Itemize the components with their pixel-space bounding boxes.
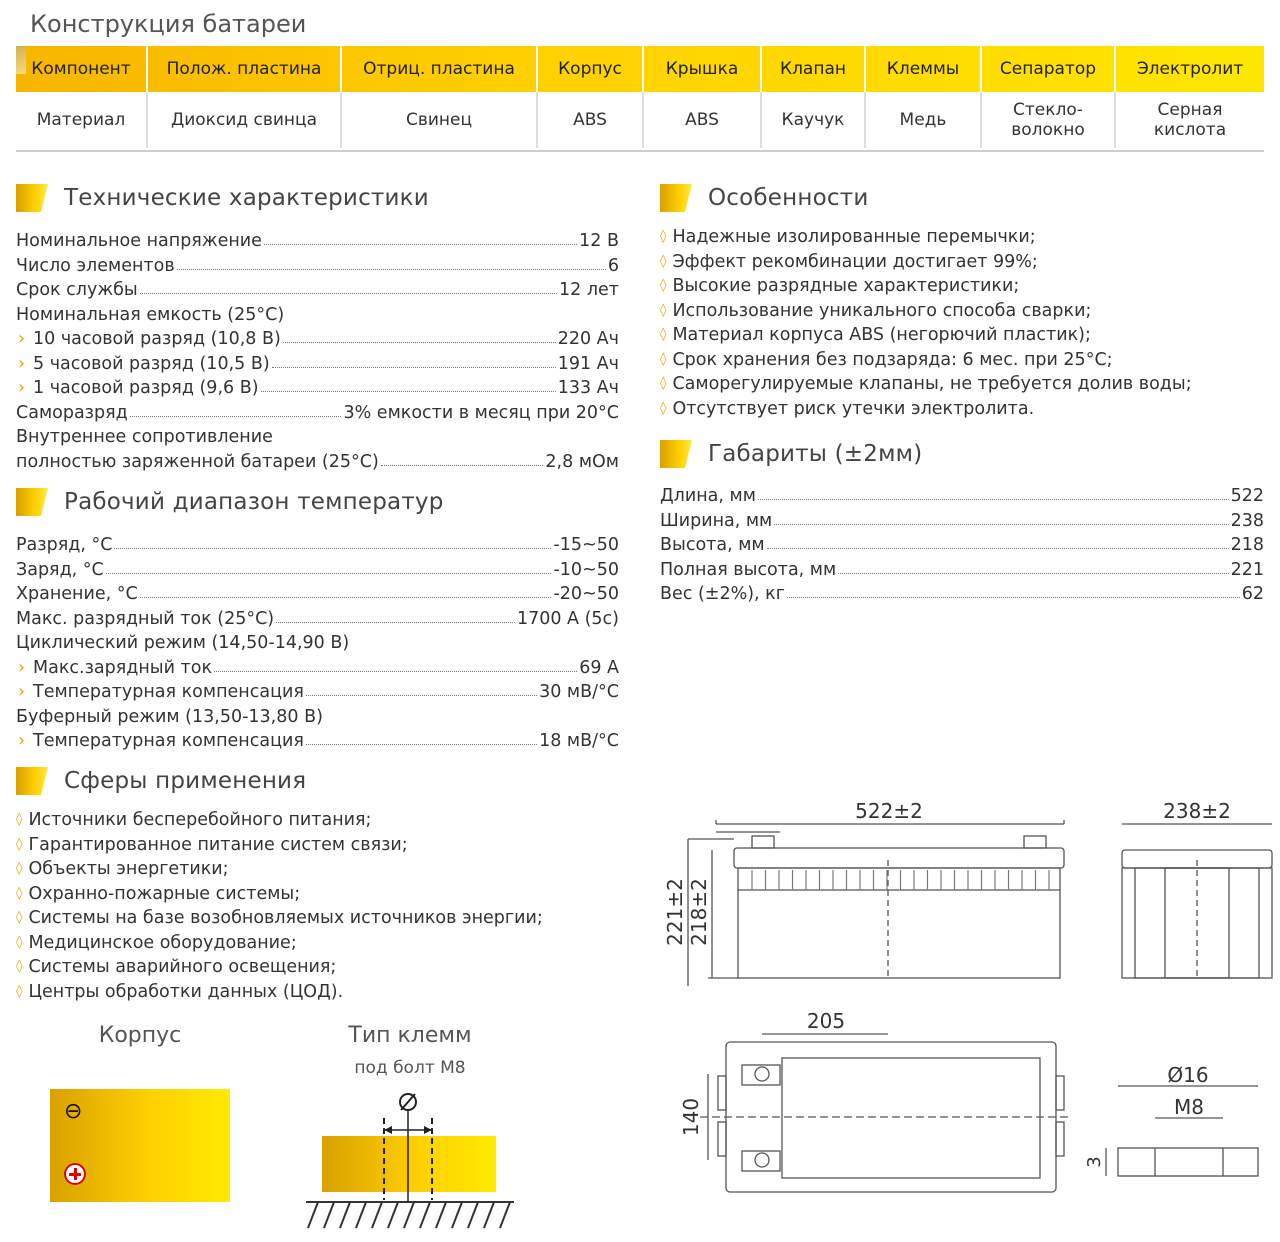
case-illustration — [50, 1089, 230, 1202]
list-item-text: Системы на базе возобновляемых источников энергии; — [28, 908, 543, 928]
diamond-bullet-icon: ◊ — [660, 327, 667, 342]
spec-row — [660, 556, 1264, 580]
material-text: Диоксид свинца — [170, 110, 318, 130]
diamond-bullet-icon: ◊ — [16, 885, 23, 901]
spec-row — [16, 448, 619, 472]
dotted-leader — [283, 342, 556, 343]
dotted-leader — [306, 695, 537, 696]
spec-value: 3% емкости в месяц при 20°С — [343, 402, 619, 423]
list-item-text: Медицинское оборудование; — [28, 932, 297, 953]
spec-row — [16, 703, 619, 727]
list-item-text: Объекты энергетики; — [28, 859, 229, 879]
construction-header-cell: Корпус — [538, 46, 644, 92]
section-marker-icon — [660, 440, 692, 468]
chevron-right-icon: › — [18, 657, 25, 678]
construction-material-row — [16, 92, 1264, 152]
list-item-text: Эффект рекомбинации достигает 99%; — [672, 251, 1038, 272]
diamond-bullet-icon: ◊ — [660, 302, 667, 318]
spec-row — [660, 507, 1264, 531]
list-item-text: Отсутствует риск утечки электролита. — [672, 398, 1035, 419]
list-item — [660, 276, 1019, 300]
spec-label: Полная высота, мм — [660, 559, 837, 580]
spec-value: -20~50 — [553, 584, 619, 604]
list-item — [16, 859, 229, 883]
terminal-subtitle: под болт М8 — [354, 1058, 466, 1078]
spec-row — [16, 556, 619, 580]
dotted-leader — [114, 548, 551, 549]
material-cell — [342, 92, 538, 148]
material-cell — [762, 92, 866, 148]
terminal-spacing-label: 205 — [806, 1009, 846, 1033]
spec-row — [16, 276, 619, 300]
spec-label: Заряд, °С — [16, 559, 104, 580]
chevron-right-icon: › — [18, 329, 25, 349]
spec-label: Срок службы — [16, 280, 138, 300]
construction-table — [16, 46, 1264, 152]
construction-header-cell: Клапан — [762, 46, 866, 92]
dotted-leader — [787, 597, 1240, 598]
construction-header-row — [16, 46, 1264, 92]
spec-value: 69 А — [579, 657, 619, 678]
chevron-right-icon: › — [18, 378, 25, 398]
list-item — [660, 325, 1091, 349]
spec-row — [16, 350, 619, 374]
terminal-illustration — [300, 1090, 520, 1232]
spec-label: 10 часовой разряд (10,8 В) — [33, 329, 281, 349]
diameter-label: Ø16 — [1167, 1063, 1209, 1087]
spec-label: Число элементов — [16, 255, 175, 276]
spec-value: 522 — [1230, 486, 1264, 506]
spec-value: 133 Ач — [557, 378, 619, 398]
dotted-leader — [261, 391, 556, 392]
list-item — [16, 884, 300, 908]
spec-value: 191 Ач — [557, 353, 619, 374]
spec-value: 30 мВ/°С — [539, 682, 619, 702]
list-item-text: Системы аварийного освещения; — [28, 957, 337, 977]
spec-value: 2,8 мОм — [545, 451, 619, 472]
construction-header-cell: Полож. пластина — [148, 46, 342, 92]
construction-header-cell: Компонент — [16, 46, 148, 92]
material-text: ABS — [573, 110, 607, 130]
material-cell — [1116, 92, 1264, 148]
spec-value: -10~50 — [553, 559, 619, 580]
list-item-text: Высокие разрядные характеристики; — [672, 276, 1020, 296]
thickness-label: 3 — [1084, 1156, 1105, 1168]
diamond-bullet-icon: ◊ — [16, 861, 23, 876]
spec-row — [16, 374, 619, 398]
spec-row — [16, 325, 619, 349]
list-item — [16, 957, 336, 981]
spec-row — [16, 227, 619, 251]
list-item — [16, 810, 371, 834]
diamond-bullet-icon: ◊ — [660, 400, 667, 416]
spec-row — [16, 605, 619, 629]
spec-value: 12 лет — [559, 280, 619, 300]
dotted-leader — [214, 671, 577, 672]
dotted-leader — [774, 524, 1228, 525]
spec-value: -15~50 — [553, 535, 619, 555]
spheres-title: Сферы применения — [64, 768, 307, 794]
list-item — [16, 933, 297, 957]
list-item-text: Охранно-пожарные системы; — [28, 883, 301, 904]
spec-value: 1700 А (5с) — [516, 608, 619, 629]
list-item — [660, 227, 1036, 251]
dims-title: Габариты (±2мм) — [708, 441, 923, 467]
spec-label: 5 часовой разряд (10,5 В) — [33, 353, 270, 374]
dotted-leader — [106, 573, 552, 574]
case-title: Корпус — [98, 1023, 182, 1048]
spec-label: Номинальная емкость (25°С) — [16, 304, 285, 325]
spec-label: Макс. разрядный ток (25°С) — [16, 608, 275, 629]
material-label: Материал — [16, 92, 148, 148]
spec-row — [660, 580, 1264, 604]
spec-value: 18 мВ/°С — [539, 731, 619, 751]
material-cell — [644, 92, 762, 148]
dotted-leader — [306, 744, 537, 745]
features-title: Особенности — [708, 185, 869, 211]
spec-row — [16, 727, 619, 751]
material-text: Стекло- — [1013, 100, 1083, 120]
length-dimension-label: 522±2 — [855, 799, 923, 823]
spec-row — [16, 531, 619, 555]
list-item-text: Саморегулируемые клапаны, не требуется долив воды; — [672, 374, 1192, 394]
width-dimension-label: 238±2 — [1163, 799, 1231, 823]
section-marker-icon — [16, 488, 48, 516]
negative-terminal-icon: ⊖ — [64, 1099, 83, 1124]
diamond-bullet-icon: ◊ — [660, 376, 667, 391]
construction-header-cell: Электролит — [1136, 59, 1244, 79]
construction-header-cell: Клеммы — [866, 46, 982, 92]
dotted-leader — [381, 465, 544, 466]
section-marker-icon — [660, 184, 692, 212]
dotted-leader — [140, 597, 552, 598]
temp-section-header — [16, 488, 444, 516]
construction-header-cell: Сепаратор — [982, 46, 1116, 92]
bolt-label: М8 — [1174, 1095, 1204, 1119]
list-item — [660, 350, 1113, 374]
construction-header-cell: Отриц. пластина — [342, 46, 538, 92]
spec-label: Саморазряд — [16, 402, 128, 423]
dotted-leader — [177, 269, 606, 270]
spec-label: Температурная компенсация — [33, 682, 304, 702]
spec-value: 12 В — [579, 231, 619, 251]
dotted-leader — [272, 367, 556, 368]
dotted-leader — [758, 499, 1229, 500]
list-item-text: Центры обработки данных (ЦОД). — [28, 981, 344, 1002]
list-item — [660, 301, 1091, 325]
spec-row — [16, 629, 619, 653]
spec-row — [16, 580, 619, 604]
list-item — [660, 252, 1038, 276]
spec-label: Номинальное напряжение — [16, 231, 262, 251]
terminal-offset-label: 140 — [679, 1097, 703, 1137]
spec-label: Вес (±2%), кг — [660, 584, 785, 604]
spheres-section-header — [16, 767, 306, 795]
features-section-header — [660, 184, 869, 212]
chevron-right-icon: › — [18, 353, 25, 374]
list-item-text: Гарантированное питание систем связи; — [28, 834, 408, 855]
material-text: Серная — [1157, 100, 1223, 120]
spec-label: Буферный режим (13,50-13,80 В) — [16, 706, 323, 727]
diamond-bullet-icon: ◊ — [16, 934, 23, 950]
list-item-text: Материал корпуса ABS (негорючий пластик); — [672, 325, 1091, 345]
list-item — [660, 374, 1192, 398]
construction-header-cell: Крышка — [644, 46, 762, 92]
dotted-leader — [140, 293, 557, 294]
page-title: Конструкция батареи — [30, 10, 307, 38]
chevron-right-icon: › — [18, 682, 25, 702]
spec-label: Температурная компенсация — [33, 731, 304, 751]
list-item — [16, 908, 543, 932]
spec-value: 220 Ач — [557, 329, 619, 349]
spec-value: 221 — [1230, 559, 1264, 580]
spec-row — [16, 399, 619, 423]
diamond-bullet-icon: ◊ — [16, 959, 23, 974]
section-marker-icon — [16, 184, 48, 212]
spec-row — [16, 678, 619, 702]
dotted-leader — [276, 622, 515, 623]
list-item — [16, 982, 343, 1006]
list-item-text: Срок хранения без подзаряда: 6 мес. при 25°С; — [672, 349, 1113, 370]
diamond-bullet-icon: ◊ — [16, 983, 23, 999]
material-text: волокно — [1011, 120, 1085, 140]
spec-label: Длина, мм — [660, 486, 756, 506]
material-text: кислота — [1153, 120, 1227, 140]
material-cell — [866, 92, 982, 148]
spec-label: Хранение, °С — [16, 584, 138, 604]
full-height-dimension-label: 221±2 — [663, 878, 687, 946]
material-text: Медь — [899, 110, 947, 130]
list-item-text: Источники бесперебойного питания; — [28, 810, 372, 830]
spec-value: 238 — [1230, 510, 1264, 531]
dimension-drawing — [660, 790, 1280, 1210]
material-cell — [148, 92, 342, 148]
spec-row — [16, 252, 619, 276]
spec-row — [660, 531, 1264, 555]
spec-label: Циклический режим (14,50-14,90 В) — [16, 633, 350, 653]
spec-row — [16, 654, 619, 678]
height-dimension-label: 218±2 — [687, 878, 711, 946]
tech-title: Технические характеристики — [64, 185, 429, 211]
spec-label: полностью заряженной батареи (25°С) — [16, 451, 379, 472]
spec-label: Разряд, °С — [16, 535, 113, 555]
spec-value: 62 — [1241, 584, 1264, 604]
diamond-bullet-icon: ◊ — [660, 229, 667, 244]
spec-label: 1 часовой разряд (9,6 В) — [33, 378, 259, 398]
spec-label: Ширина, мм — [660, 510, 773, 531]
material-text: Свинец — [405, 110, 473, 130]
section-marker-icon — [16, 767, 48, 795]
material-text: ABS — [685, 110, 719, 130]
spec-value: 6 — [607, 255, 619, 276]
spec-label: Макс.зарядный ток — [33, 657, 213, 678]
diamond-bullet-icon: ◊ — [16, 812, 23, 827]
list-item-text: Использование уникального способа сварки; — [672, 300, 1092, 321]
dims-section-header — [660, 440, 922, 468]
dotted-leader — [767, 548, 1229, 549]
dotted-leader — [130, 416, 342, 417]
material-cell — [982, 92, 1116, 148]
dotted-leader — [838, 573, 1228, 574]
material-text: Каучук — [781, 110, 845, 130]
temp-title: Рабочий диапазон температур — [64, 489, 444, 515]
dotted-leader — [264, 244, 577, 245]
tech-section-header — [16, 184, 429, 212]
list-item — [660, 399, 1034, 423]
spec-value: 218 — [1230, 535, 1264, 555]
spec-row — [16, 423, 619, 447]
spec-label: Высота, мм — [660, 535, 765, 555]
diamond-bullet-icon: ◊ — [660, 351, 667, 367]
chevron-right-icon: › — [18, 731, 25, 751]
spec-label: Внутреннее сопротивление — [16, 427, 273, 447]
positive-terminal-icon — [64, 1163, 86, 1185]
diamond-bullet-icon: ◊ — [660, 253, 667, 269]
spec-row — [16, 301, 619, 325]
material-cell — [538, 92, 644, 148]
terminal-title: Тип клемм — [348, 1023, 472, 1048]
diamond-bullet-icon: ◊ — [16, 910, 23, 925]
diamond-bullet-icon: ◊ — [16, 836, 23, 852]
list-item-text: Надежные изолированные перемычки; — [672, 227, 1036, 247]
list-item — [16, 835, 408, 859]
diamond-bullet-icon: ◊ — [660, 278, 667, 293]
spec-row — [660, 482, 1264, 506]
